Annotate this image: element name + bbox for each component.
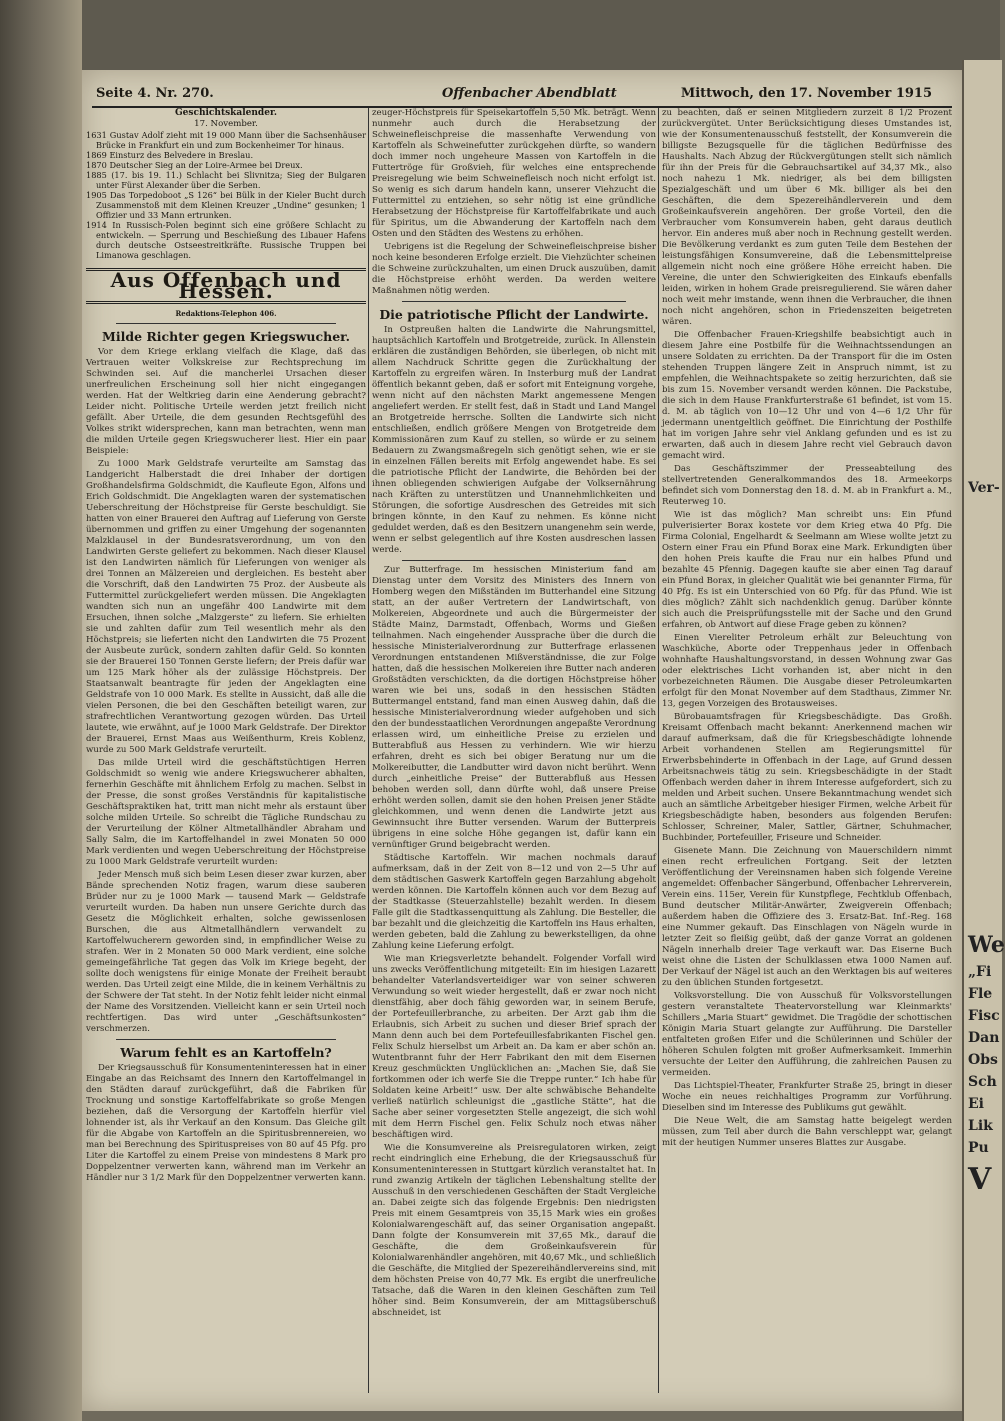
adjacent-text-fragment: Fisc	[968, 1008, 1000, 1024]
article-paragraph: Das Lichtspiel-Theater, Frankfurter Straße 25, bringt in dieser Woche ein neues reichhaltiges Programm zur Vorführung. Dieselben sind im Interesse des Publikums gut gewählt.	[662, 1081, 952, 1113]
adjacent-text-fragment: Ei	[968, 1096, 984, 1112]
adjacent-text-fragment: V	[968, 1162, 992, 1197]
article-title: Die patriotische Pflicht der Landwirte.	[379, 307, 649, 322]
article-paragraph: Gisenete Mann. Die Zeichnung von Mauerschildern nimmt einen recht erfreulichen Fortgang. Seit der letzten Veröffentlichung der Vereinsnamen haben sich folgende Vereine angemeldet: Offenbacher Sängerbund, Offenbacher Lehrerverein, Verein eins. 115er, Verein für Kunstpflege, Fechtklub Offenbach, Bund deutscher Militär-Anwärter, Zweigverein Offenbach; außerdem haben die Offiziere des 3. Ersatz-Bat. Inf.-Reg. 168 eine Nummer gekauft. Das Einschlagen von Nägeln wurde in letzter Zeit so fleißig geübt, daß der ganze Vorrat an goldenen Nägeln innerhalb dreier Tage verkauft war. Das Eiserne Buch weist ohne die Listen der Schulklassen etwa 1000 Namen auf. Der Verkauf der Nägel ist auch an den Werktagen bis auf weiteres zu den üblichen Stunden fortgesetzt.	[662, 846, 952, 988]
issue-date: Mittwoch, den 17. November 1915	[680, 86, 932, 101]
article-paragraph: Die Neue Welt, die am Samstag hatte beigelegt werden müssen, zum Teil aber durch die Bahn verschleppt war, gelangt mit der heutigen Nummer unseres Blattes zur Ausgabe.	[662, 1116, 952, 1148]
separator	[116, 1039, 336, 1040]
article-paragraph: Zur Butterfrage. Im hessischen Ministerium fand am Dienstag unter dem Vorsitz des Ministers des Innern von Homberg wegen den Mißständen im Butterhandel eine Sitzung statt, an der außer Vertretern der Landwirtschaft, von Molkereien, Abgeordnete und auch die Bürgermeister der Städte Mainz, Darmstadt, Offenbach, Worms und Gießen teilnahmen. Nach eingehender Aussprache über die durch die hessische Ministerialverordnung zur Butterfrage erlassenen Verordnungen entstandenen Mißverständnisse, die zur Folge hatten, daß die hessischen Molkereien ihre Butter nach anderen Großstädten verschickten, da die dortigen Höchstpreise höher waren wie bei uns, sodaß in den hessischen Städten Buttermangel entstand, fand man einen Ausweg dahin, daß die hessische Ministerialverordnung wieder aufgehoben und sich den der bundesstaatlichen Verordnungen angepaßte Verordnung erlassen wird, um einheitliche Preise zu erzielen und Butterabfluß aus Hessen zu verhindern. Wie wir hierzu erfahren, dreht es sich bei obiger Beratung nur um die Molkereibutter, die Landbutter wird davon nicht berührt. Wenn durch „einheitliche Preise“ der Butterabfluß aus Hessen behoben werden soll, dann dürfte wohl, daß unsere Preise erhöht werden sollen, damit sie den hohen Preisen jener Städte gleichkommen, und wenn denen die Landwirte jetzt aus Gewinnsucht ihre Butter versenden. Warum der Butterpreis übrigens in eine solche Höhe gegangen ist, dafür kann ein vernünftiger Grund beigebracht werden.	[372, 565, 656, 850]
page-header	[82, 86, 962, 106]
column-divider	[658, 108, 659, 1393]
section-heading: Aus Offenbach und Hessen.	[86, 268, 366, 304]
article-title: Warum fehlt es an Kartoffeln?	[120, 1045, 332, 1060]
article-paragraph: In Ostpreußen halten die Landwirte die Nahrungsmittel, hauptsächlich Kartoffeln und Brotgetreide, zurück. In Allenstein erklären die zuständigen Behörden, sie überlegen, ob nicht mit allem Nachdruck Schritte gegen die Zurückhaltung der Kartoffeln zu ergreifen wären. In Insterburg muß der Landrat öffentlich bekannt geben, daß er sofort mit Enteignung vorgehe, wenn nicht auf den nächsten Markt angemessene Mengen angeliefert werden. Er stellt fest, daß in Stadt und Land Mangel an Brotgetreide herrsche. Sollten die Landwirte sich nicht entschließen, endlich größere Mengen von Brotgetreide dem Kommissionären zum Kauf zu stellen, so würde er zu seinem Bedauern zu Zwangsmaßregeln sich genötigt sehen, wie er sie in einzelnen Fällen bereits mit Erfolg angewendet habe. Es sei die patriotische Pflicht der Landwirte, die Behörden bei der ihnen obliegenden schwierigen Aufgabe der Volksernährung nach Kräften zu unterstützen und Unannehmlichkeiten und Störungen, die sofortige Ausdreschen des Getreides mit sich bringen könnte, in den Kauf zu nehmen. Es könne nicht geduldet werden, daß es den Besitzern unangenehm sein werde, wenn er selbst gelegentlich auf ihre Kosten ausdreschen lassen werde.	[372, 325, 656, 555]
adjacent-text-fragment: Ver-	[968, 480, 1000, 496]
article-paragraph: Wie man Kriegsverletzte behandelt. Folgender Vorfall wird uns zwecks Veröffentlichung mitgeteilt: Ein im hiesigen Lazarett behandelter Vaterlandsverteidiger war von seiner schweren Verwundung so weit wieder hergestellt, daß er zwar noch nicht dienstfähig, aber doch fähig geworden war, in seinem Berufe, der Portefeuillerbranche, zu arbeiten. Der Arzt gab ihm die Erlaubnis, sich Arbeit zu suchen und dieser Brief sprach der Mann denn auch bei dem Portefeuillesfabrikanten Fischel gen. Felix Schulz hierselbst um Arbeit an. Da kam er aber schön an. Wutentbrannt fuhr der Herr Fabrikant den mit dem Eisernen Kreuz geschmückten Unglücklichen an: „Machen Sie, daß Sie fortkommen oder ich werfe Sie die Treppe runter.“ Ich habe für Soldaten keine Arbeit!“ usw. Der alte schwäbische Behandelte verließ natürlich schleunigst die „gastliche Stätte“, hat die Sache aber seiner vorgesetzten Stelle angezeigt, die sich wohl mit dem Herrn Fischel gen. Felix Schulz noch etwas näher beschäftigen wird.	[372, 954, 656, 1140]
article-paragraph: Städtische Kartoffeln. Wir machen nochmals darauf aufmerksam, daß in der Zeit von 8—12 und von 2—5 Uhr auf dem städtischen Gaswerk Kartoffeln gegen Barzahlung abgeholt werden können. Die Kartoffeln können auch vor dem Bezug auf der Stadtkasse (Steuerzahlstelle) bezahlt werden. In diesem Falle gilt die Stadtkassenquittung als Zahlung. Die Besteller, die bar bezahlt und die gleichzeitig die Kartoffeln ins Haus erhalten, werden gebeten, bald die Zahlung zu bewerkstelligen, da ohne Zahlung keine Lieferung erfolgt.	[372, 853, 656, 951]
article-paragraph: Zu 1000 Mark Geldstrafe verurteilte am Samstag das Landgericht Halberstadt die drei Inhaber der dortigen Großhandelsfirma Goldschmidt, die Kaufleute Egon, Alfons und Erich Goldschmidt. Die Angeklagten waren der systematischen Ueberschreitung der Höchstpreise für Gerste beschuldigt. Sie hatten von einer Brauerei den Auftrag auf Lieferung von Gerste übernommen und griffen zu einer Umgehung der sogenannten Malzklausel in der Bundesratsverordnung, um von den Landwirten Gerste geliefert zu bekommen. Nach dieser Klausel ist den Landwirten nämlich für Lieferungen von weniger als drei Tonnen an Mälzereien und dergleichen. Es besteht aber die Vorschrift, daß den Landwirten 75 Proz. der Ausbeute als Futtermittel zurückgeliefert werden müssen. Die Angeklagten wandten sich nun an ungefähr 400 Landwirte mit dem Ersuchen, ihnen solche „Malzgerste“ zu liefern. Sie erhielten sie und zahlten dafür zum Teil wesentlich mehr als den Höchstpreis; sie lieferten nicht den Landwirten die 75 Prozent der Ausbeute zurück, sondern zahlten dafür Geld. So konnten sie der Brauerei 150 Tonnen Gerste liefern; der Preis dafür war um 125 Mark höher als der zulässige Höchstpreis. Der Staatsanwalt beantragte für jeden der Angeklagten eine Geldstrafe von 10 000 Mark. Es stellte in Aussicht, daß alle die vielen Personen, die bei den Geschäften beteiligt waren, zur strafrechtlichen Verantwortung gezogen würden. Das Urteil lautete, wie erwähnt, auf je 1000 Mark Geldstrafe. Der Direktor der Brauerei, Ernst Maas aus Weißenthurm, Kreis Koblenz, wurde zu 500 Mark Geldstrafe verurteilt.	[86, 459, 366, 755]
column-3	[662, 108, 952, 1398]
telephone-line: Redaktions-Telephon 406.	[175, 309, 277, 318]
calendar-item: 1914 In Russisch-Polen beginnt sich eine größere Schlacht zu entwickeln. — Sperrung und Beschießung des Libauer Hafens durch deutsche Ostseestreitkräfte. Russische Truppen bei Limanowa geschlagen.	[86, 220, 366, 260]
article-paragraph: Bürobauamtsfragen für Kriegsbeschädigte. Das Großh. Kreisamt Offenbach macht bekannt: Anerkennend machen wir darauf aufmerksam, daß die für Kriegsbeschädigte lohnende Arbeit vorhandenen Stellen am Regierungsmittel für Erwerbsbehinderte in Offenbach in der Lage, auf Grund dessen Arbeitsnachweis tätig zu sein. Kriegsbeschädigte in der Stadt Offenbach werden daher in ihrem Interesse aufgefordert, sich zu melden und Arbeit suchen. Unsere Bekanntmachung wendet sich auch an sämtliche Arbeitgeber hiesiger Firmen, welche Arbeit für Kriegsbeschädigte haben, besonders aus folgenden Berufen: Schlosser, Schreiner, Maler, Sattler, Gärtner, Schuhmacher, Buchbinder, Portefeuiller, Friseure und Schneider.	[662, 712, 952, 843]
article-title: Milde Richter gegen Kriegswucher.	[102, 329, 350, 344]
article-paragraph: Wie die Konsumvereine als Preisregulatoren wirken, zeigt recht eindringlich eine Erhebung, die der Kriegsausschuß für Konsumenteninteressen in Stuttgart kürzlich veranstaltet hat. In rund zwanzig Artikeln der täglichen Lebenshaltung stellte der Ausschuß in den verschiedenen Geschäften der Stadt Vergleiche an. Dabei zeigte sich das folgende Ergebnis: Den niedrigsten Preis mit einem Gesamtpreis von 35,15 Mark wies ein großes Kolonialwarengeschäft auf, das seiner Organisation angepaßt. Dann folgte der Konsumverein mit 37,65 Mk., darauf die Geschäfte, die dem Großeinkaufsverein für Kolonialwarenhändler angehören, mit 40,67 Mk., und schließlich die Geschäfte, die Mitglied der Spezereihändlervereins sind, mit dem höchsten Preise von 40,77 Mk. Es ergibt die unerfreuliche Tatsache, daß die Waren in den kleinen Geschäften zum Teil höher sind. Beim Konsumverein, der am Mittagsüberschuß abschneidet, ist	[372, 1143, 657, 1318]
article-paragraph: Vor dem Kriege erklang vielfach die Klage, daß das Vertrauen weiter Volkskreise zur Rechtsprechung im Schwinden sei. Auf die mancherlei Ursachen dieser unerfreulichen Erscheinung soll hier nicht eingegangen werden. Hat der Weltkrieg darin eine Aenderung gebracht? Leider nicht. Politische Urteile werden jetzt freilich nicht gefällt. Aber Urteile, die dem gesunden Rechtsgefühl des Volkes strikt widersprechen, kann man betrachten, wenn man die milden Urteile gegen Kriegswucherer liest. Hier ein paar Beispiele:	[86, 347, 366, 456]
calendar-item: 1905 Das Torpedoboot „S 126“ bei Bülk in der Kieler Bucht durch Zusammenstoß mit dem Kleinen Kreuzer „Undine“ gesunken; 1 Offizier und 33 Mann ertrunken.	[86, 190, 366, 220]
calendar-item: 1631 Gustav Adolf zieht mit 19 000 Mann über die Sachsenhäuser Brücke in Frankfurt ein und zum Bockenheimer Tor hinaus.	[86, 130, 366, 150]
article-paragraph: Das Geschäftszimmer der Presseabteilung des stellvertretenden Generalkommandos des 18. Armeekorps befindet sich vom Donnerstag den 18. d. M. ab in Frankfurt a. M., Reuterweg 10.	[662, 464, 952, 507]
article-paragraph: Die Offenbacher Frauen-Kriegshilfe beabsichtigt auch in diesem Jahre eine Postbilfe für die Weihnachtssendungen an unsere Soldaten zu errichten. Da der Transport für die im Osten stehenden Truppen längere Zeit in Anspruch nimmt, ist zu empfehlen, die Weihnachtspakete so zeitig herzurichten, daß sie bis zum 15. November versandt werden können. Die Packstube, die sich in dem Hause Frankfurterstraße 61 befindet, ist vom 15. d. M. ab täglich von 10—12 Uhr und von 4—6 1/2 Uhr für jedermann unentgeltlich geöffnet. Die Einrichtung der Posthilfe hat im vorigen Jahre sehr viel Anklang gefunden und es ist zu erwarten, daß auch in diesem Jahre recht viel Gebrauch davon gemacht wird.	[662, 330, 952, 461]
column-1	[86, 108, 366, 1398]
newspaper-page	[82, 70, 962, 1411]
adjacent-text-fragment: Lik	[968, 1118, 993, 1134]
column-2	[372, 108, 656, 1398]
adjacent-text-fragment: Fle	[968, 986, 993, 1002]
adjacent-text-fragment: We	[968, 932, 1005, 958]
article-paragraph: Einen Viereliter Petroleum erhält zur Beleuchtung von Waschküche, Aborte oder Treppenhaus jeder in Offenbach wohnhafte Haushaltungsvorstand, in dessen Wohnung zwar Gas oder elektrisches Licht vorhanden ist, aber nicht in den vorbezeichneten Räumen. Die Ausgabe dieser Petroleumkarten erfolgt für den Monat November auf dem Stadthaus, Zimmer Nr. 13, gegen Vorzeigen des Brotausweises.	[662, 633, 952, 709]
adjacent-text-fragment: Obs	[968, 1052, 998, 1068]
calendar-item: 1869 Einsturz des Belvedere in Breslau.	[86, 150, 254, 160]
article-paragraph: Volksvorstellung. Die von Ausschuß für Volksvorstellungen gestern veranstaltete Theatervorstellung war Kleinmarkts' Schillers „Maria Stuart“ gewidmet. Die Tragödie der schottischen Königin Maria Stuart gelangte zur Aufführung. Die Darsteller entfalteten großen Eifer und die Schülerinnen und Schüler der höheren Schulen folgten mit großer Aufmerksamkeit. Immerhin versuchte der Leiter den Aufführung, die zahlreichen Pausen zu vermeiden.	[662, 991, 952, 1078]
article-paragraph: zeuger-Höchstpreis für Speisekartoffeln 5,50 Mk. beträgt. Wenn nunmehr auch durch die Herabsetzung der Schweinefleischpreise die massenhafte Verwendung von Kartoffeln als Schweinefutter zurückgehen dürfte, so wandern doch immer noch ungeheure Massen von Kartoffeln in die Futtertröge für Großvieh, für welches eine entsprechende Preisregelung wie beim Schweinefleisch noch nicht erfolgt ist. So wenig es sich darum handeln kann, unserer Viehzucht die Futtermittel zu entziehen, so sehr nötig ist eine gründliche Herabsetzung der Höchstpreise für Kartoffelfabrikate und auch für Spiritus, um die Abwanderung der Kartoffeln nach dem Osten und den Städten des Westens zu erhöhen.	[372, 108, 656, 239]
scan-top-border	[0, 0, 1000, 70]
article-paragraph: Wie ist das möglich? Man schreibt uns: Ein Pfund pulverisierter Borax kostete vor dem Krieg etwa 40 Pfg. Die Firma Colonial, Engelhardt & Seelmann am Wiese wollte jetzt zu Ostern einer Frau ein Pfund Borax eine Mark. Erkundigten über den hohen Preis kaufte die Frau nur ein halbes Pfund und bezahlte 45 Pfennig. Dagegen kaufte sie aber einen Tag darauf ein Pfund Borax, in gleicher Qualität wie bei genannter Firma, für 40 Pfg. Es ist ein Unterschied von 60 Pfg. für das Pfund. Wie ist dies möglich? Zählt sich nachdenklich genug. Darüber könnte sich auch die Preisprüfungsstelle mit der Sache und den Grund erfahren, ob Antwort auf diese Frage geben zu können?	[662, 510, 952, 630]
article-paragraph: Uebrigens ist die Regelung der Schweinefleischpreise bisher noch keine besonderen Erfolge erzielt. Die Viehzüchter scheinen die Schweine zurückzuhalten, um einen Druck auszuüben, damit die Höchstpreise erhöht werden. Da werden weitere Maßnahmen nötig werden.	[372, 242, 656, 296]
column-divider	[368, 108, 369, 1393]
article-paragraph: Der Kriegsausschuß für Konsumenteninteressen hat in einer Eingabe an das Reichsamt des Innern den Kartoffelmangel in den Städten darauf zurückgeführt, daß die Fabriken für Trocknung und sonstige Kartoffelfabrikate so große Mengen beziehen, daß die Versorgung der Kartoffeln hierfür viel lohnender ist, als ihr Verkauf an den Konsum. Das Gleiche gilt für die Abgabe von Kartoffeln an die Spiritusbrennereien, wo man bei Berechnung des Spirituspreises von 80 auf 45 Pfg. pro Liter die Kartoffel zu einem Preise von mindestens 8 Mark pro Doppelzentner verwerten kann, während man im Verkehr an Händler nur 3 1/2 Mark für den Doppelzentner verwerten kann.	[86, 1063, 366, 1183]
adjacent-page-strip	[962, 60, 1005, 1421]
article-paragraph: zu beachten, daß er seinen Mitgliedern zurzeit 8 1/2 Prozent zurückvergütet. Unter Berücksichtigung dieses Umstandes ist, wie der Konsumentenausschuß feststellt, der Konsumverein die billigste Bezugsquelle für die täglichen Bedürfnisse des Haushalts. Nach Abzug der Rückvergütungen stellt sich nämlich für ihn der Preis für die Gebrauchsartikel auf 34,37 Mk., also noch nahezu 1 Mk. niedriger, als bei dem billigsten Spezialgeschäft und um über 6 Mk. billiger als bei den Geschäften, die dem Spezereihändlerverein und dem Großeinkaufsverein angehören. Der große Vorteil, den die Verbraucher vom Konsumverein haben, geht daraus deutlich hervor. Ein anderes muß aber noch in Rechnung gestellt werden. Die Bevölkerung verdankt es zum guten Teile dem Bestehen der leistungsfähigen Konsumvereine, daß die Lebensmittelpreise allgemein nicht noch eine größere Höhe erreicht haben. Die Vereine, die unter den Schwierigkeiten des Einkaufs ebenfalls leiden, wirken in hohem Grade preisregulierend. Sie wären daher noch weit mehr imstande, wenn ihnen die Verbraucher, die ihnen noch nicht angehören, schon in Friedenszeiten beigetreten wären.	[662, 108, 952, 327]
newspaper-title: Offenbacher Abendblatt	[442, 86, 617, 101]
calendar-item: 1885 (17. bis 19. 11.) Schlacht bei Slivnitza; Sieg der Bulgaren unter Fürst Alexander über die Serben.	[86, 170, 366, 190]
separator	[116, 323, 336, 324]
book-binding	[0, 0, 82, 1421]
calendar-date: 17. November.	[194, 119, 258, 129]
article-paragraph: Das milde Urteil wird die geschäftstüchtigen Herren Goldschmidt so wenig wie andere Kriegswucherer abhalten, fernerhin Geschäfte mit ähnlichem Erfolg zu machen. Selbst in der Presse, die sonst großes Verständnis für kapitalistische Geschäftspraktiken hat, tritt man nicht mehr als erstaunt über solche milden Urteile. So schreibt die Tägliche Rundschau zu der Verurteilung der Kölner Altmetallhändler Abraham und Sally Salm, die im Kartoffelhandel in zwei Monaten 50 000 Mark verdienten und wegen Ueberschreitung der Höchstpreise zu 1000 Mark Geldstrafe verurteilt wurden:	[86, 758, 366, 867]
adjacent-text-fragment: Sch	[968, 1074, 997, 1090]
calendar-title: Geschichtskalender.	[175, 108, 277, 118]
adjacent-text-fragment: Dan	[968, 1030, 1000, 1046]
article-paragraph: Jeder Mensch muß sich beim Lesen dieser zwar kurzen, aber Bände sprechenden Notiz fragen, warum diese sauberen Brüder nur zu je 1000 Mark — tausend Mark — Geldstrafe verurteilt wurden. Da haben nun unsere Gerichte durch das Gesetz die Möglichkeit erhalten, solche gewissenlosen Burschen, die aus Altmetallhändlern verwandelt zu Kartoffelwucherern geworden sind, in empfindlicher Weise zu strafen. Wer in 2 Monaten 50 000 Mark verdient, eine solche gemeingefährliche Tat gegen das Volk im Kriege begeht, der sollte doch wenigstens für einige Monate der Freiheit beraubt werden. Das Urteil zeigt eine Milde, die in keinem Verhältnis zu der Schwere der Tat steht. In der Notiz fehlt leider nicht einmal der Name des Vorsitzenden. Vielleicht kann er sein Urteil noch rechtfertigen. Das wird unter „Geschäftsunkosten“ verschmerzen.	[86, 870, 366, 1034]
page-number: Seite 4. Nr. 270.	[96, 86, 214, 101]
separator	[402, 301, 626, 302]
adjacent-text-fragment: Pu	[968, 1140, 989, 1156]
adjacent-text-fragment: „Fi	[968, 964, 992, 980]
calendar-item: 1870 Deutscher Sieg an der Loire-Armee bei Dreux.	[86, 160, 303, 170]
separator	[402, 560, 626, 561]
